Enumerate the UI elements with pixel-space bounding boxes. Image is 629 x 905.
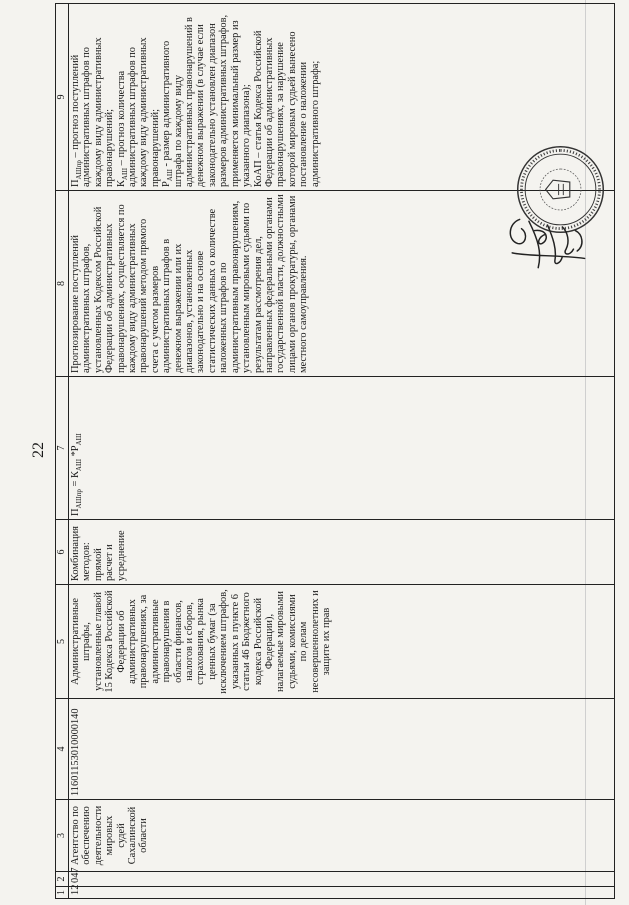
indicator-symbol: П [70,179,81,187]
formula-k-sub: АШ [75,458,84,472]
header-cell-4: 4 [56,699,69,800]
indicator-text: - размер административного штрафа по каждому виду административных правонарушений в денежном выражении (в случае если законодательно установлен диапазон размеров административных штрафов, применяется минимальный размер из указанного диапазона); [161,14,253,187]
indicator-line [116,7,162,187]
header-cell-7: 7 [56,377,69,520]
revenue-name-cell: Административные штрафы, установленные главой 15 Кодекса Российской Федерации об административных правонарушениях, за административные правонарушения в области финансов, налогов и сборов, страхования, рынка ценных бумаг (за исключением штрафов, указанных в пункте 6 статьи 46 Бюджетного кодекса Российской Федерации), налагаемые мировыми судьями, комиссиями по делам несовершеннолетних и защите их прав [69,585,615,699]
administrator-name-cell: Агентство по обеспечению деятельности мировых судей Сахалинской области [69,800,615,872]
calc-method-cell: Комбинация методов: прямой расчет и усреднение [69,520,615,585]
page-number: 22 [30,442,47,458]
header-cell-3: 3 [56,800,69,872]
formula-eq: = К [70,471,81,490]
formula-lhs-sub: АШпр [75,489,84,509]
algorithm-description-cell: Прогнозирование поступлений административных штрафов, установленных Кодексом Российской Федерации об административных правонарушениях, осуществляется по каждому виду административных правонарушений методом прямого счета с учетом размеров административных штрафов в денежном выражении или их диапазонов, установленных законодательно и на основе статистических данных о количестве наложенных штрафов по административным правонарушениям, установленным мировыми судьями по результатам рассмотрения дел, направленных федеральными органами государственной власти, должностными лицами органов прокуратуры, органами местного самоуправления. [69,191,615,377]
kbk-code-cell: 11601153010000140 [69,699,615,800]
indicator-sub: АШ [120,167,129,181]
formula-mul: *Р [70,445,81,459]
handwritten-signature-icon [500,212,595,277]
admin-code-cell: 047 [69,872,615,887]
budget-revenue-table [55,3,615,899]
formula-cell [69,377,615,520]
indicator-symbol: К [115,180,127,187]
formula [70,433,84,516]
indicator-line [161,7,252,187]
formula-r-sub: АШ [75,433,84,446]
indicator-sub: АШ [166,169,175,182]
formula-lhs: П [70,508,81,516]
indicator-text: – прогноз поступлений административных штрафов по каждому виду административных правонарушений; [70,37,116,187]
header-cell-9: 9 [56,4,69,191]
indicator-text: КоАП – статья Кодекса Российской Федерации об административных правонарушениях, за нарушение которой мировым судьей вынесено постановление о наложении административного штрафа; [252,30,321,187]
indicator-line [253,7,321,187]
indicator-text: – прогноз количества административных штрафов по каждому виду административных правонарушений; [115,37,161,187]
header-cell-6: 6 [56,520,69,585]
indicator-sub: АШпр [75,160,84,180]
header-cell-8: 8 [56,191,69,377]
table-header-row [56,4,69,899]
header-cell-1: 1 [56,887,69,899]
indicator-symbol: Р [161,181,173,187]
header-cell-2: 2 [56,872,69,887]
table-row [69,4,615,899]
indicator-line [70,7,116,187]
header-cell-5: 5 [56,585,69,699]
row-number-cell: 12 [69,887,615,899]
